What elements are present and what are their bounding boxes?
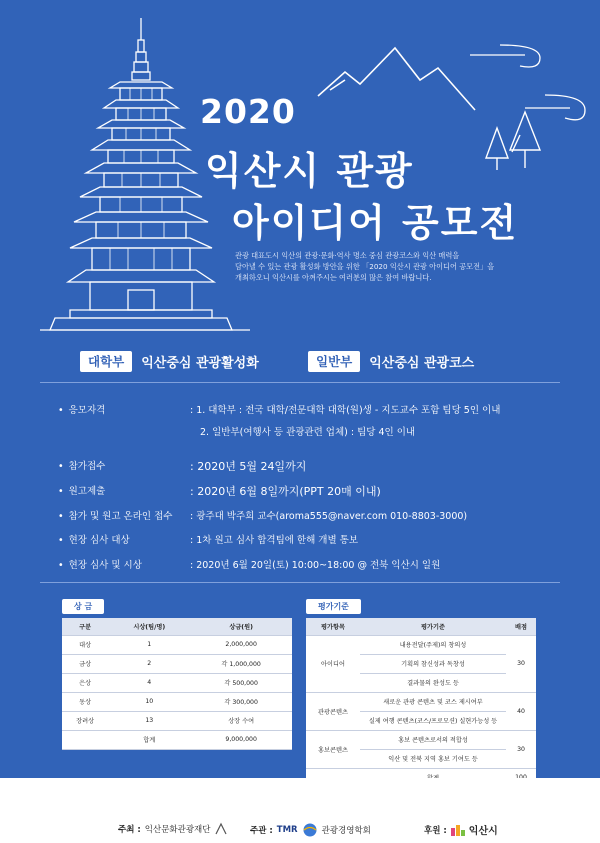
sponsor-support: 후원 : 익산시 xyxy=(424,825,498,837)
table-row: 은상 4 각 500,000 xyxy=(62,673,292,692)
title-line-1: 익산시 관광 xyxy=(205,149,414,193)
prize-section xyxy=(62,594,292,750)
globe-logo-icon xyxy=(302,822,318,838)
prize-table: 구분 시상(팀/명) 상금(원) 대상 1 2,000,000 금상 2 각 1,000,000 은상 4 각 500,000 동상 10 각 300,000 장려상 13 상장 수여 합계 9,000,000 xyxy=(62,618,292,750)
table-row: 실제 여행 콘텐츠(코스/프로모션) 실현가능성 등 xyxy=(306,711,536,730)
divider xyxy=(40,382,560,383)
category-university xyxy=(80,350,259,372)
info-eligibility-2: 2. 일반부(여행사 등 관광관련 업체) : 팀당 4인 이내 xyxy=(200,427,416,438)
host-logo-icon xyxy=(214,822,228,836)
table-row: 장려상 13 상장 수여 xyxy=(62,711,292,730)
intro-text: 관광 대표도시 익산의 관광·문화·역사 명소 중심 관광코스와 익산 매력을 담아낼 수 있는 관광 활성화 방안을 위한 「2020 익산시 관광 아이디어 공모전」을 개최하오니 익산시를 아껴주시는 여러분의 많은 참여 바랍니다. xyxy=(235,251,495,282)
category-badge: 일반부 xyxy=(308,351,360,372)
divider xyxy=(40,582,560,583)
info-submit: • 원고제출 : 2020년 6월 8일까지(PPT 20매 이내) xyxy=(58,483,381,499)
info-ceremony: • 현장 심사 및 시상 : 2020년 6월 20일(토) 10:00~18:00 @ 전북 익산시 일원 xyxy=(58,557,440,571)
criteria-section xyxy=(306,594,536,788)
table-row: 대상 1 2,000,000 xyxy=(62,635,292,654)
mountain-icon xyxy=(318,48,475,110)
cloud-icon xyxy=(470,45,585,120)
tree-icon xyxy=(486,112,540,170)
info-apply: • 참가접수 : 2020년 5월 24일까지 xyxy=(58,458,306,474)
table-row: 합계 9,000,000 xyxy=(62,730,292,749)
table-row: 홍보콘텐츠 홍보 콘텐츠로서의 적합성 30 xyxy=(306,730,536,749)
info-eligibility: • 응모자격 : 1. 대학부 : 전국 대학/전문대학 대학(원)생 - 지도교수 포함 팀당 5인 이내 xyxy=(58,402,500,416)
table-row: 익산 및 전북 지역 홍보 기여도 등 xyxy=(306,749,536,768)
category-label: 익산중심 관광활성화 xyxy=(141,355,259,371)
category-label: 익산중심 관광코스 xyxy=(369,355,475,371)
tmr-logo: TMR xyxy=(276,825,298,835)
title-year: 2020 xyxy=(200,92,296,131)
table-row: 결과물의 완성도 등 xyxy=(306,673,536,692)
info-target: • 현장 심사 대상 : 1차 원고 심사 합격팀에 한해 개별 통보 xyxy=(58,532,358,546)
sponsor-org: 주관 : TMR 관광경영학회 xyxy=(250,822,371,838)
table-row: 아이디어 내용전달(주제)의 창의성 30 xyxy=(306,635,536,654)
sponsor-host: 주최 : 익산문화관광재단 xyxy=(118,822,228,836)
category-general xyxy=(308,350,474,372)
info-online: • 참가 및 원고 온라인 접수 : 광주대 박주희 교수(aroma555@naver.com 010-8803-3000) xyxy=(58,508,467,522)
table-row: 동상 10 각 300,000 xyxy=(62,692,292,711)
table-row: 기획의 참신성과 독창성 xyxy=(306,654,536,673)
table-row: 관광콘텐츠 새로운 관광 콘텐츠 및 코스 제시여부 40 xyxy=(306,692,536,711)
category-badge: 대학부 xyxy=(80,351,132,372)
criteria-table: 평가항목 평가기준 배점 아이디어 내용전달(주제)의 창의성 30 기획의 참신성과 독창성 결과물의 완성도 등 관광콘텐츠 새로운 관광 콘텐츠 및 코스 제시여부 40 실제 여행 콘텐츠(코스/프로모션) 실현가능성 등 홍보콘텐츠 홍보 콘텐츠로서의 적합성 30 익산 및 전북 지역 홍보 기여도 등 xyxy=(306,618,536,788)
criteria-heading: 평가기준 xyxy=(306,599,361,614)
prize-heading: 상 금 xyxy=(62,599,104,614)
table-row: 금상 2 각 1,000,000 xyxy=(62,654,292,673)
title-line-2: 아이디어 공모전 xyxy=(232,201,519,245)
iksan-logo-icon xyxy=(451,824,465,836)
